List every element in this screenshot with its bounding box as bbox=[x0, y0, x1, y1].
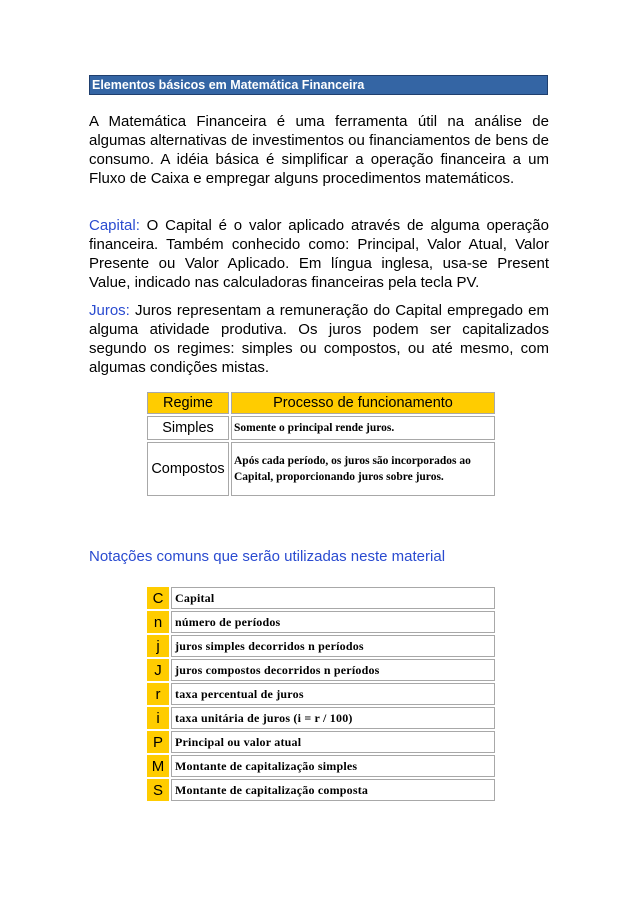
notation-meaning: Capital bbox=[171, 587, 495, 609]
table-row bbox=[147, 779, 495, 801]
table-row bbox=[147, 731, 495, 753]
notation-table bbox=[145, 585, 497, 803]
notation-symbol: j bbox=[147, 635, 169, 657]
notation-symbol: r bbox=[147, 683, 169, 705]
notation-symbol: S bbox=[147, 779, 169, 801]
intro-paragraph: A Matemática Financeira é uma ferramenta útil na análise de algumas alternativas de investimentos ou financiamentos de bens de consumo. A idéia básica é simplificar a operação financeira a um Fluxo de Caixa e empregar alguns procedimentos matemáticos. bbox=[89, 113, 549, 187]
notation-meaning: taxa percentual de juros bbox=[171, 683, 495, 705]
table-row bbox=[147, 416, 495, 440]
regime-header: Regime bbox=[147, 392, 229, 414]
notation-symbol: P bbox=[147, 731, 169, 753]
notation-meaning: Montante de capitalização simples bbox=[171, 755, 495, 777]
notation-symbol: C bbox=[147, 587, 169, 609]
notation-symbol: i bbox=[147, 707, 169, 729]
regime-table-header-row bbox=[147, 392, 495, 414]
regime-description: Após cada período, os juros são incorporados ao Capital, proporcionando juros sobre juros. bbox=[231, 442, 495, 496]
section-title: Elementos básicos em Matemática Financeira bbox=[92, 78, 365, 92]
notation-meaning: juros compostos decorridos n períodos bbox=[171, 659, 495, 681]
capital-term: Capital: bbox=[89, 217, 140, 234]
table-row bbox=[147, 587, 495, 609]
regime-name: Compostos bbox=[147, 442, 229, 496]
juros-paragraph bbox=[89, 301, 549, 377]
table-row bbox=[147, 683, 495, 705]
table-row bbox=[147, 755, 495, 777]
notation-meaning: taxa unitária de juros (i = r / 100) bbox=[171, 707, 495, 729]
table-row bbox=[147, 659, 495, 681]
juros-term: Juros: bbox=[89, 302, 130, 319]
regime-description: Somente o principal rende juros. bbox=[231, 416, 495, 440]
notation-meaning: Montante de capitalização composta bbox=[171, 779, 495, 801]
notation-symbol: n bbox=[147, 611, 169, 633]
capital-paragraph bbox=[89, 216, 549, 292]
regime-table bbox=[145, 390, 497, 498]
table-row bbox=[147, 611, 495, 633]
notations-heading: Notações comuns que serão utilizadas neste material bbox=[89, 548, 446, 565]
table-row bbox=[147, 635, 495, 657]
capital-text: O Capital é o valor aplicado através de alguma operação financeira. Também conhecido como: Principal, Valor Atual, Valor Presente ou Valor Aplicado. Em língua inglesa, usa-se Present Value, indicado nas calculadoras financeiras pela tecla PV. bbox=[89, 217, 549, 291]
notation-symbol: J bbox=[147, 659, 169, 681]
section-title-bar bbox=[89, 75, 548, 95]
table-row bbox=[147, 442, 495, 496]
notation-meaning: juros simples decorridos n períodos bbox=[171, 635, 495, 657]
process-header: Processo de funcionamento bbox=[231, 392, 495, 414]
notation-symbol: M bbox=[147, 755, 169, 777]
notation-meaning: número de períodos bbox=[171, 611, 495, 633]
regime-name: Simples bbox=[147, 416, 229, 440]
table-row bbox=[147, 707, 495, 729]
juros-text: Juros representam a remuneração do Capital empregado em alguma atividade produtiva. Os juros podem ser capitalizados segundo os regimes: simples ou compostos, ou até mesmo, com algumas condições mistas. bbox=[89, 302, 549, 376]
notation-meaning: Principal ou valor atual bbox=[171, 731, 495, 753]
